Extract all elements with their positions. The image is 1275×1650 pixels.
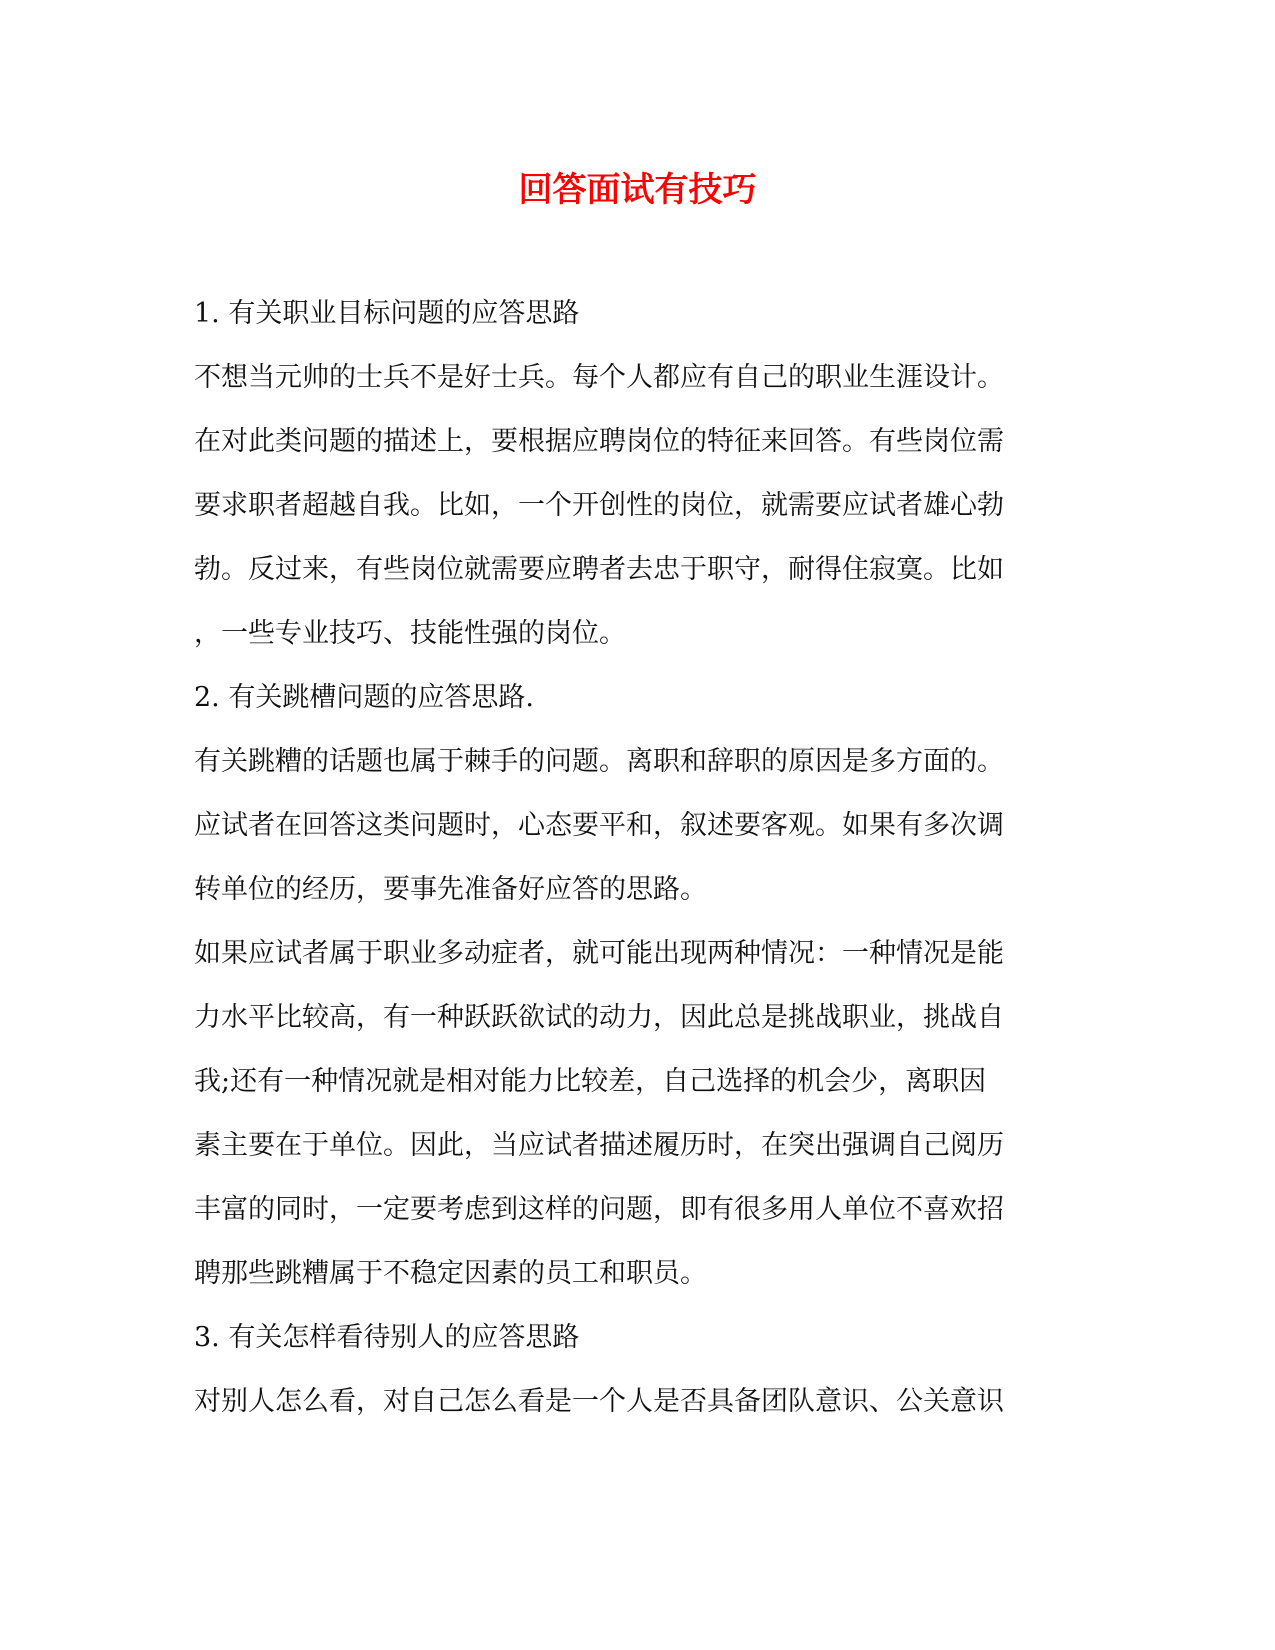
paragraph-line: 我;还有一种情况就是相对能力比较差，自己选择的机会少，离职因: [194, 1066, 987, 1097]
document-title: 回答面试有技巧: [518, 170, 757, 210]
paragraph-line: 丰富的同时，一定要考虑到这样的问题，即有很多用人单位不喜欢招: [194, 1194, 1004, 1225]
paragraph-line: 勃。反过来，有些岗位就需要应聘者去忠于职守，耐得住寂寞。比如: [194, 554, 1004, 585]
paragraph-line: 在对此类问题的描述上，要根据应聘岗位的特征来回答。有些岗位需: [194, 426, 1004, 457]
paragraph-line: 要求职者超越自我。比如，一个开创性的岗位，就需要应试者雄心勃: [194, 490, 1004, 521]
section-heading-2: 2. 有关跳槽问题的应答思路.: [194, 682, 534, 713]
section-heading-3: 3. 有关怎样看待别人的应答思路: [194, 1322, 580, 1353]
paragraph-line: 素主要在于单位。因此，当应试者描述履历时，在突出强调自己阅历: [194, 1130, 1004, 1161]
paragraph-line: 对别人怎么看，对自己怎么看是一个人是否具备团队意识、公关意识: [194, 1386, 1004, 1417]
paragraph-line: ，一些专业技巧、技能性强的岗位。: [194, 618, 626, 649]
paragraph-line: 力水平比较高，有一种跃跃欲试的动力，因此总是挑战职业，挑战自: [194, 1002, 1004, 1033]
paragraph-line: 应试者在回答这类问题时，心态要平和，叙述要客观。如果有多次调: [194, 810, 1004, 841]
paragraph-line: 有关跳糟的话题也属于棘手的问题。离职和辞职的原因是多方面的。: [194, 746, 1004, 777]
section-heading-1: 1. 有关职业目标问题的应答思路: [194, 298, 580, 329]
paragraph-line: 如果应试者属于职业多动症者，就可能出现两种情况：一种情况是能: [194, 938, 1004, 969]
paragraph-line: 不想当元帅的士兵不是好士兵。每个人都应有自己的职业生涯设计。: [194, 362, 1004, 393]
paragraph-line: 转单位的经历，要事先准备好应答的思路。: [194, 874, 707, 905]
paragraph-line: 聘那些跳糟属于不稳定因素的员工和职员。: [194, 1258, 707, 1289]
